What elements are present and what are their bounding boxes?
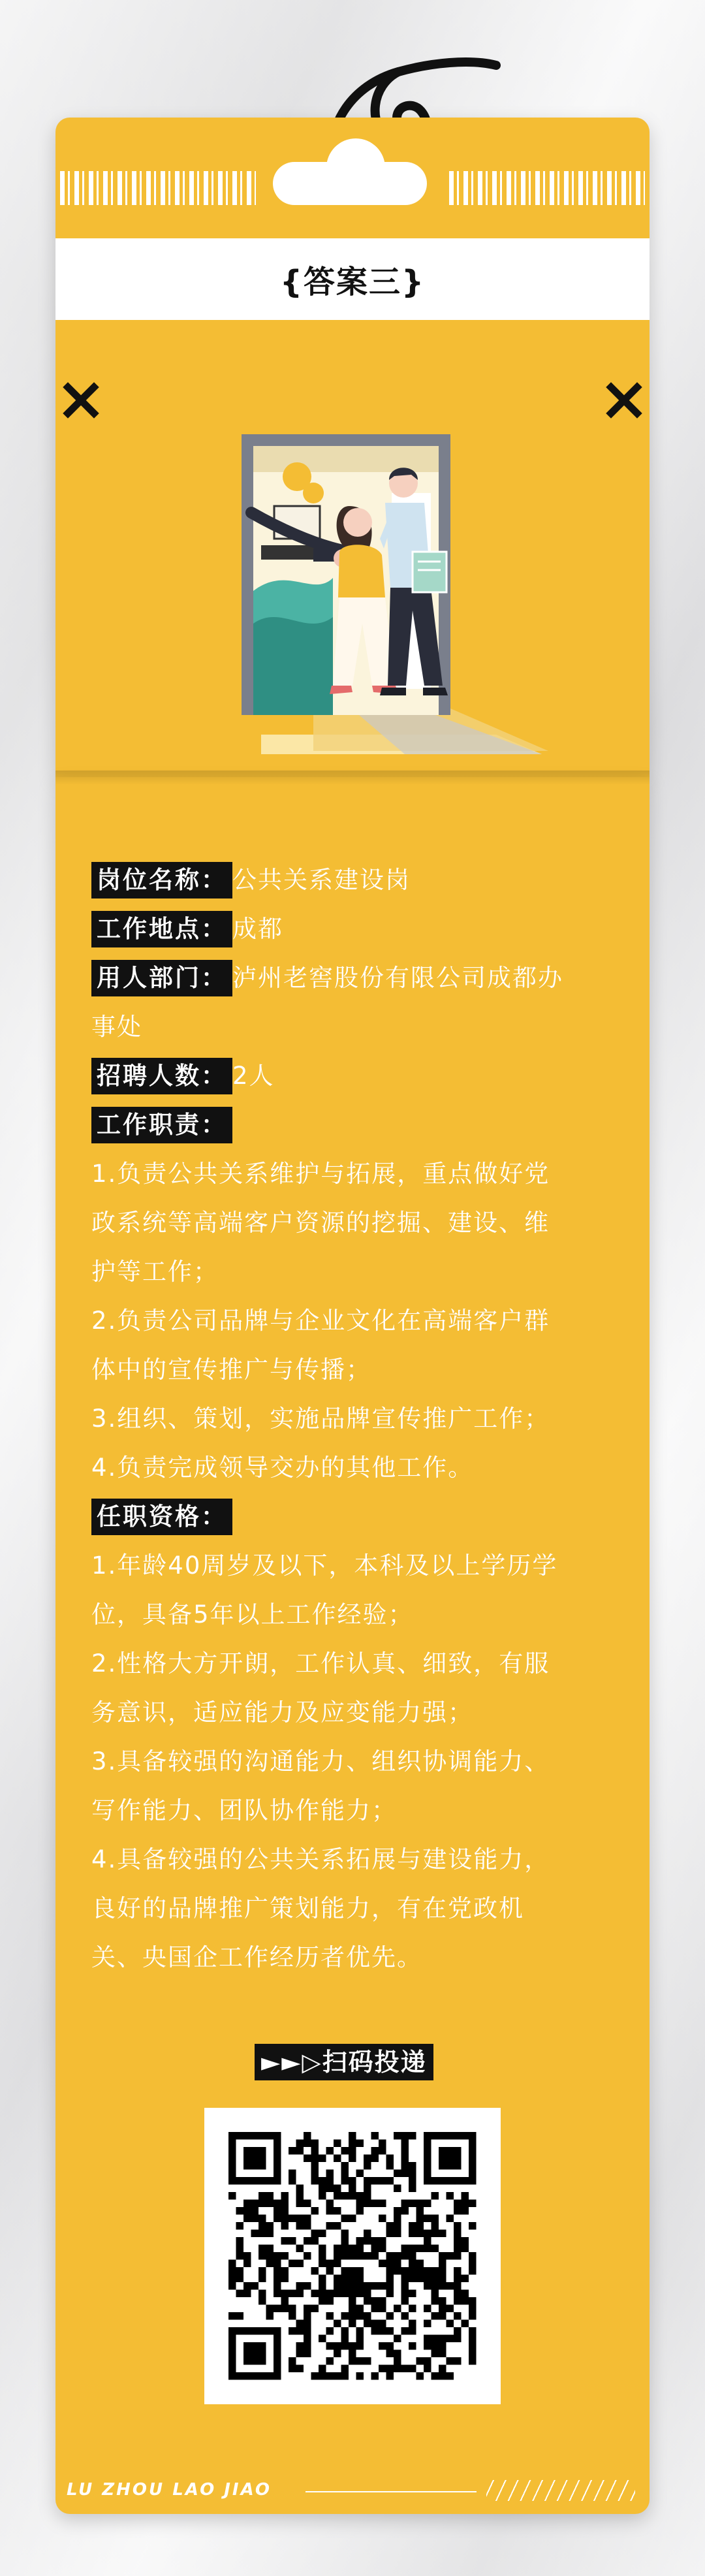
requirements-label: 任职资格：	[91, 1499, 232, 1535]
duty-line: 1.负责公共关系维护与拓展，重点做好党	[91, 1160, 550, 1188]
footer-brand: LU ZHOU LAO JIAO	[67, 2480, 272, 2500]
job-details	[91, 855, 614, 1982]
duty-line: 护等工作；	[91, 1258, 219, 1286]
headcount-value: 2人	[232, 1062, 275, 1090]
office-door-illustration	[235, 428, 561, 754]
requirement-line: 3.具备较强的沟通能力、组织协调能力、	[91, 1747, 550, 1775]
qr-code-pattern	[204, 2108, 501, 2404]
duty-line: 3.组织、策划，实施品牌宣传推广工作；	[91, 1405, 550, 1433]
requirement-line: 位，具备5年以上工作经验；	[91, 1600, 414, 1629]
location-row	[91, 904, 614, 953]
barcode-stripe-left	[60, 171, 256, 205]
barcode-stripe-right	[449, 171, 645, 205]
position-row	[91, 855, 614, 904]
hang-hole	[273, 162, 427, 205]
location-value: 成都	[232, 915, 283, 943]
footer-divider	[306, 2491, 477, 2492]
duty-line: 2.负责公司品牌与企业文化在高端客户群	[91, 1307, 550, 1335]
requirement-line: 1.年龄40周岁及以下，本科及以上学历学	[91, 1551, 558, 1580]
duty-line: 政系统等高端客户资源的挖掘、建设、维	[91, 1209, 550, 1237]
requirement-line: 良好的品牌推广策划能力，有在党政机	[91, 1894, 524, 1922]
x-mark-icon	[63, 382, 99, 419]
department-label: 用人部门：	[91, 960, 232, 996]
department-row	[91, 953, 614, 1002]
department-value: 泸州老窖股份有限公司成都办	[232, 964, 563, 992]
requirement-line: 关、央国企工作经历者优先。	[91, 1943, 422, 1971]
duty-line: 4.负责完成领导交办的其他工作。	[91, 1454, 474, 1482]
page-title: {答案三}	[279, 264, 426, 300]
qr-code[interactable]	[204, 2108, 501, 2404]
duty-line: 体中的宣传推广与传播；	[91, 1356, 371, 1384]
requirement-line: 4.具备较强的公共关系拓展与建设能力，	[91, 1845, 550, 1873]
duties-label: 工作职责：	[91, 1107, 232, 1143]
scan-to-apply-label: ►►▷扫码投递	[255, 2044, 433, 2080]
position-value: 公共关系建设岗	[232, 866, 411, 894]
position-label: 岗位名称：	[91, 862, 232, 898]
requirement-line: 写作能力、团队协作能力；	[91, 1796, 397, 1824]
headcount-row	[91, 1051, 614, 1100]
title-band	[55, 238, 650, 320]
ticket-fold	[55, 771, 650, 785]
department-row-cont	[91, 1002, 614, 1051]
department-value-cont: 事处	[91, 1013, 142, 1041]
footer-hatch-pattern	[486, 2480, 635, 2501]
requirements-heading-row	[91, 1492, 614, 1541]
requirement-line: 2.性格大方开朗，工作认真、细致，有服	[91, 1649, 550, 1678]
x-mark-icon	[606, 382, 642, 419]
requirement-line: 务意识，适应能力及应变能力强；	[91, 1698, 473, 1726]
duties-heading-row	[91, 1100, 614, 1149]
location-label: 工作地点：	[91, 911, 232, 947]
headcount-label: 招聘人数：	[91, 1058, 232, 1094]
